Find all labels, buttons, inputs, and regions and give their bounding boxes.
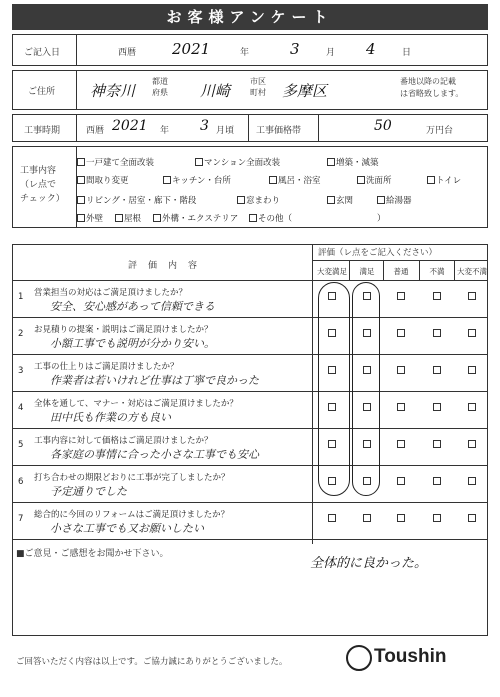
rating-column-header: 大変不満 [457,267,487,276]
question-answer: 安全、安心感があって信頼できる [50,300,215,313]
price-unit: 万円台 [426,126,454,136]
city-units: 市区 町村 [250,77,266,97]
price-value: 50 [374,118,392,134]
question-number: 1 [18,292,24,302]
work-checkbox[interactable] [77,176,85,184]
comments-label: ■ご意見・ご感想をお聞かせ下さい。 [16,549,169,559]
work-checkbox[interactable] [77,196,85,204]
work-option[interactable]: その他（ ） [258,214,386,224]
question-text: 工事の仕上りはご満足頂けましたか？ [34,362,179,372]
rating-checkbox[interactable] [468,440,476,448]
work-checkbox[interactable] [237,196,245,204]
work-checkbox[interactable] [153,214,161,222]
address-label: ご住所 [28,87,56,97]
brand-logo-icon [346,645,372,671]
era-label: 西暦 [118,48,137,58]
work-checkbox[interactable] [357,176,365,184]
rating-checkbox[interactable] [468,366,476,374]
work-option[interactable]: トイレ [436,176,462,186]
entry-year: 2021 [172,40,211,58]
rating-checkbox[interactable] [433,329,441,337]
work-option[interactable]: 外壁 [86,214,104,224]
rating-checkbox[interactable] [433,403,441,411]
work-checkbox[interactable] [249,214,257,222]
work-checkbox[interactable] [427,176,435,184]
brand-name: Toushin [374,646,447,667]
work-checkbox[interactable] [163,176,171,184]
rating-checkbox[interactable] [328,514,336,522]
address-ward: 多摩区 [282,82,328,100]
period-era: 西暦 [86,126,105,136]
rating-checkbox[interactable] [397,440,405,448]
handdrawn-circle [318,282,350,496]
work-option[interactable]: 屋根 [124,214,142,224]
work-label: 工事内容 （レ点で チェック） [20,166,65,204]
rating-checkbox[interactable] [468,292,476,300]
work-checkbox[interactable] [327,196,335,204]
question-answer: 予定通りでした [50,485,127,498]
question-number: 3 [18,366,24,376]
question-answer: 作業者は若いけれど仕事は丁寧で良かった [50,374,259,387]
work-checkbox[interactable] [327,158,335,166]
handdrawn-circle [352,282,380,496]
eval-header: 評 価 内 容 [128,261,199,271]
rating-checkbox[interactable] [433,366,441,374]
period-year-unit: 年 [160,126,170,136]
rating-checkbox[interactable] [433,292,441,300]
rating-checkbox[interactable] [433,440,441,448]
work-option[interactable]: 洗面所 [366,176,392,186]
question-text: 全体を通して、マナー・対応はご満足頂けましたか？ [34,399,238,409]
work-option[interactable]: キッチン・台所 [172,176,231,186]
entry-day: 4 [366,40,376,58]
month-unit: 月 [326,48,336,58]
work-option[interactable]: 玄関 [336,196,354,206]
period-month-unit: 月頃 [216,126,235,136]
question-text: 打ち合わせの期限どおりに工事が完了しましたか？ [34,473,230,483]
rating-column-header: 不満 [429,267,445,276]
work-option[interactable]: 一戸建て全面改装 [86,158,155,168]
rating-column-header: 普通 [393,267,409,276]
question-number: 4 [18,403,24,413]
rating-checkbox[interactable] [363,514,371,522]
rating-checkbox[interactable] [468,329,476,337]
work-option[interactable]: 窓まわり [246,196,281,206]
rating-checkbox[interactable] [433,514,441,522]
rating-column-header: 満足 [359,267,375,276]
question-text: お見積りの提案・説明はご満足頂けましたか？ [34,325,213,335]
address-pref: 神奈川 [90,82,136,100]
rating-checkbox[interactable] [397,292,405,300]
rating-column-header: 大変満足 [317,267,347,276]
price-label: 工事価格帯 [256,126,302,136]
work-checkbox[interactable] [77,158,85,166]
period-month: 3 [200,118,209,134]
work-checkbox[interactable] [77,214,85,222]
address-note: 番地以降の記載 は省略致します。 [400,77,464,98]
rating-checkbox[interactable] [468,403,476,411]
question-number: 5 [18,440,24,450]
rating-checkbox[interactable] [397,477,405,485]
question-number: 7 [18,514,24,524]
work-checkbox[interactable] [195,158,203,166]
period-label: 工事時期 [24,126,61,136]
work-option[interactable]: 外構・エクステリア [162,214,239,224]
entry-date-label: ご記入日 [24,48,61,58]
question-text: 営業担当の対応はご満足頂けましたか？ [34,288,188,298]
work-option[interactable]: マンション全面改装 [204,158,281,168]
question-answer: 小額工事でも説明が分かり安い。 [50,337,215,350]
day-unit: 日 [402,48,412,58]
question-answer: 田中氏も作業の方も良い [50,411,171,424]
year-unit: 年 [240,48,250,58]
rating-checkbox[interactable] [468,477,476,485]
comments-text: 全体的に良かった。 [310,556,428,571]
work-option[interactable]: 間取り変更 [86,176,129,186]
rating-header: 評価（レ点をご記入ください） [318,248,438,258]
question-number: 6 [18,477,24,487]
period-row [12,114,488,142]
entry-month: 3 [290,40,300,58]
rating-checkbox[interactable] [397,329,405,337]
work-option[interactable]: リビング・居室・廊下・階段 [86,196,197,206]
rating-checkbox[interactable] [433,477,441,485]
footer-text: ご回答いただく内容は以上です。ご協力誠にありがとうございました。 [16,657,288,667]
address-city: 川崎 [200,82,231,100]
survey-title: お客様アンケート [12,4,488,30]
question-number: 2 [18,329,24,339]
entry-date-row [12,34,488,66]
rating-checkbox[interactable] [468,514,476,522]
question-answer: 各家庭の事情に合った小さな工事でも安心 [50,448,259,461]
work-checkbox[interactable] [377,196,385,204]
rating-checkbox[interactable] [397,366,405,374]
rating-checkbox[interactable] [397,403,405,411]
question-answer: 小さな工事でも又お願いしたい [50,522,204,535]
work-option[interactable]: 増築・減築 [336,158,379,168]
work-option[interactable]: 給湯器 [386,196,412,206]
work-option[interactable]: 風呂・浴室 [278,176,321,186]
period-year: 2021 [112,118,148,134]
work-checkbox[interactable] [115,214,123,222]
work-checkbox[interactable] [269,176,277,184]
question-text: 総合的に今回のリフォームはご満足頂けましたか？ [34,510,230,520]
rating-checkbox[interactable] [397,514,405,522]
question-text: 工事内容に対して価格はご満足頂けましたか？ [34,436,213,446]
pref-units: 都道 府県 [152,77,168,97]
